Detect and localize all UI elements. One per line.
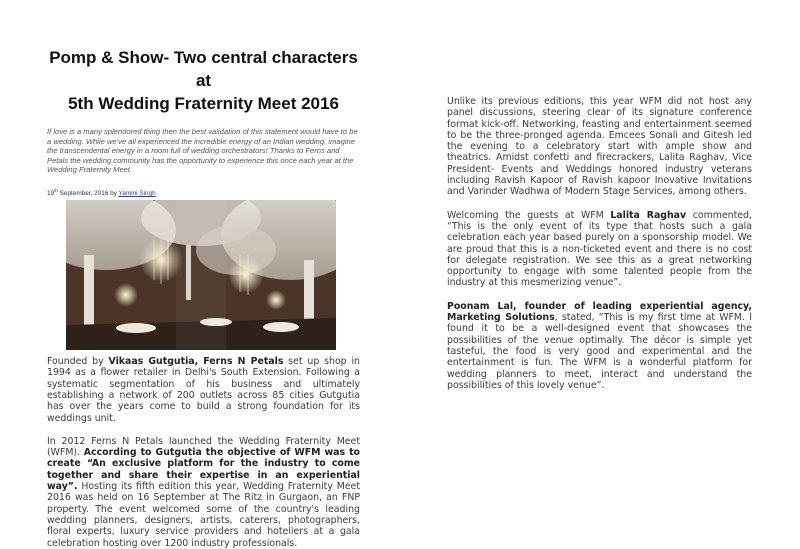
- paragraph-2: [47, 436, 360, 549]
- paragraph-1-bold: Vikaas Gutgutia, Ferns N Petals: [108, 356, 284, 368]
- paragraph-2-text-b: Hosting its fifth edition this year, Wedding Fraternity Meet 2016 was held on 16 September at The Ritz in Gurgaon, an FNP property. The event welcomed some of the country's leading wedding planners, designers, artists, caterers, photographers, floral experts, luxury service providers and hoteliers at a gala celebration hosting over 1200 industry professionals.: [47, 481, 360, 549]
- paragraph-4-text-a: Welcoming the guests at WFM: [447, 209, 611, 221]
- paragraph-2-bold: According to Gutgutia the objective of WFM was to create “An exclusive platform for the industry to come together and share their expertise in an experiential way”.: [47, 447, 360, 493]
- paragraph-2-text-a: In 2012 Ferns N Petals launched the Wedding Fraternity Meet (WFM).: [47, 435, 360, 459]
- date-text: September, 2016 by: [57, 190, 119, 198]
- date-suffix: th: [54, 187, 58, 193]
- paragraph-5-bold: Poonam Lal, founder of leading experiential agency, Marketing Solutions: [447, 300, 752, 324]
- paragraph-1-text-a: Founded by: [47, 356, 109, 368]
- byline: [47, 188, 360, 197]
- paragraph-5: [447, 301, 752, 391]
- event-photo: [66, 200, 336, 350]
- article-title: [47, 46, 360, 115]
- paragraph-4-bold: Lalita Raghav: [610, 209, 687, 221]
- paragraph-4: [447, 210, 752, 289]
- article-intro: If love is a many splendored thing then the best validation of this statement would have to be a wedding. While we've all experienced the incredible energy of an Indian wedding, imagine the transcendental energy in a room full of wedding orchestrators! Thanks to Ferns and Petals the wedding community has the opportunity to experience this once each year at the Wedding Fraternity Meet.: [47, 127, 358, 175]
- date-day: 19: [47, 190, 55, 198]
- author-link[interactable]: Yamini Singh: [118, 190, 156, 198]
- title-line-2: 5th Wedding Fraternity Meet 2016: [68, 94, 339, 113]
- paragraph-4-text-b: commented, “This is the only event of its type that hosts such a gala celebration each year based purely on a sponsorship model. We are proud that this is a non-ticketed event and there is no cost for delegate registration. We see this as a great networking opportunity to engage with some talented people from the industry at this mesmerizing venue”.: [447, 209, 752, 289]
- left-column: [47, 46, 360, 549]
- title-line-1: Pomp & Show- Two central characters at: [49, 48, 358, 90]
- paragraph-3: Unlike its previous editions, this year WFM did not host any panel discussions, steering clear of its signature conference format kick-off. Networking, feasting and entertainment seemed to be the three-pronged agenda. Emcees Sonali and Gitesh led the evening to a celebratory start with ample show and theatrics. Amidst confetti and firecrackers, Lalita Raghav, Vice President- Events and Weddings honored industry veterans including Ravish Kapoor of Ravish kapoor Inovative Invitations and Varinder Wadhwa of Modern Stage Services, among others.: [447, 96, 752, 198]
- paragraph-1-text-b: set up shop in 1994 as a flower retailer in Delhi's South Extension. Following a systematic segmentation of his business and ultimately establishing a network of 200 outlets across 85 cities Gutgutia has over the years come to build a strong foundation for its weddings unit.: [47, 356, 360, 424]
- paragraph-1: [47, 356, 360, 424]
- event-photo-illustration: [66, 200, 336, 350]
- paragraph-5-text: , stated, “This is my first time at WFM. I found it to be a well-designed event that showcases the possibilities of the venue optimally. The décor is simple yet tasteful, the food is very good and experimental and the entertainment is fun. The WFM is a wonderful platform for wedding planners to meet, interact and understand the possibilities of this lovely venue”.: [447, 312, 752, 391]
- right-column: [447, 48, 752, 403]
